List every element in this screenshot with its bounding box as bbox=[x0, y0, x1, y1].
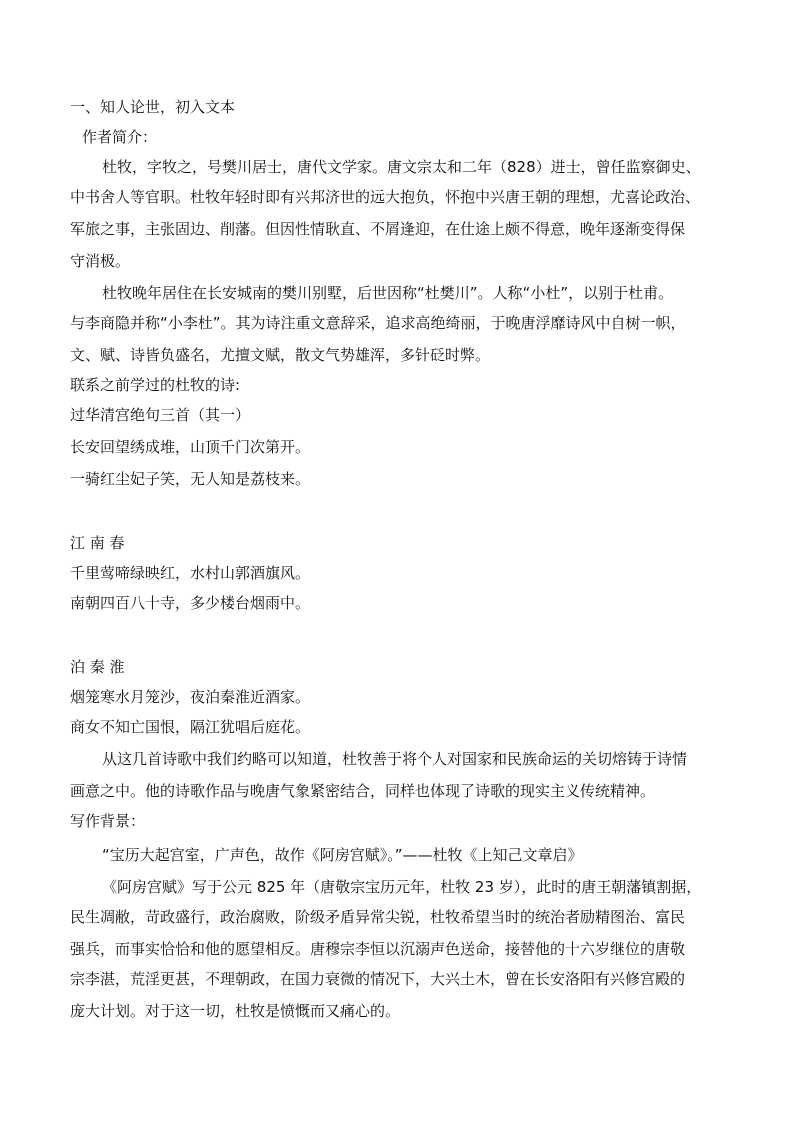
poem-line: 一骑红尘妃子笑，无人知是荔枝来。 bbox=[70, 470, 311, 488]
background-line: 强兵，而事实恰恰和他的愿望相反。唐穆宗李恒以沉溺声色送命，接替他的十六岁继位的唐敬 bbox=[70, 940, 686, 958]
poem-line: 商女不知亡国恨，隔江犹唱后庭花。 bbox=[70, 718, 311, 736]
background-line: 庞大计划。对于这一切，杜牧是愤慨而又痛心的。 bbox=[70, 1002, 401, 1020]
background-line: 《阿房宫赋》写于公元 825 年（唐敬宗宝历元年，杜牧 23 岁），此时的唐王朝藩镇割据， bbox=[102, 878, 702, 896]
background-line: 民生凋敝，苛政盛行，政治腐败，阶级矛盾异常尖锐，杜牧希望当时的统治者励精图治、富民 bbox=[70, 908, 686, 926]
author-para2-line: 与李商隐并称“小李杜”。其为诗注重文意辞采，追求高绝绮丽，于晚唐浮靡诗风中自树一帜， bbox=[70, 314, 686, 332]
summary-line: 从这几首诗歌中我们约略可以知道，杜牧善于将个人对国家和民族命运的关切熔铸于诗情 bbox=[102, 750, 688, 768]
author-para2-line: 文、赋、诗皆负盛名，尤擅文赋，散文气势雄浑，多针砭时弊。 bbox=[70, 346, 491, 364]
background-line: 宗李湛，荒淫更甚，不理朝政，在国力衰微的情况下，大兴土木，曾在长安洛阳有兴修宫殿的 bbox=[70, 970, 686, 988]
poem-line: 南朝四百八十寺，多少楼台烟雨中。 bbox=[70, 594, 311, 612]
poem-title: 江 南 春 bbox=[70, 534, 125, 552]
poem-line: 千里莺啼绿映红，水村山郭酒旗风。 bbox=[70, 564, 311, 582]
poem-line: 长安回望绣成堆，山顶千门次第开。 bbox=[70, 438, 311, 456]
background-label: 写作背景： bbox=[70, 812, 146, 830]
connect-line: 联系之前学过的杜牧的诗: bbox=[70, 376, 241, 394]
poem-title: 过华清宫绝句三首（其一） bbox=[70, 406, 251, 424]
section-heading: 一、知人论世，初入文本 bbox=[70, 98, 236, 116]
author-para1-line: 中书舍人等官职。杜牧年轻时即有兴邦济世的远大抱负，怀抱中兴唐王朝的理想，尤喜论政治、 bbox=[70, 188, 701, 206]
poem-line: 烟笼寒水月笼沙，夜泊秦淮近酒家。 bbox=[70, 688, 311, 706]
author-para1-line: 守消极。 bbox=[70, 252, 131, 270]
summary-line: 画意之中。他的诗歌作品与晚唐气象紧密结合，同样也体现了诗歌的现实主义传统精神。 bbox=[70, 782, 656, 800]
author-para1-line: 军旅之事，主张固边、削藩。但因性情耿直、不屑逢迎，在仕途上颇不得意，晚年逐渐变得保 bbox=[70, 220, 686, 238]
poem-title: 泊 秦 淮 bbox=[70, 658, 125, 676]
author-para1-line: 杜牧，字牧之，号樊川居士，唐代文学家。唐文宗太和二年（828）进士，曾任监察御史、 bbox=[102, 158, 701, 176]
quote-line: “宝历大起宫室，广声色，故作《阿房宫赋》。”——杜牧《上知己文章启》 bbox=[102, 846, 583, 864]
author-para2-line: 杜牧晚年居住在长安城南的樊川别墅，后世因称“杜樊川”。人称“小杜”，以别于杜甫。 bbox=[102, 284, 674, 302]
author-intro-label: 作者简介： bbox=[82, 128, 158, 146]
